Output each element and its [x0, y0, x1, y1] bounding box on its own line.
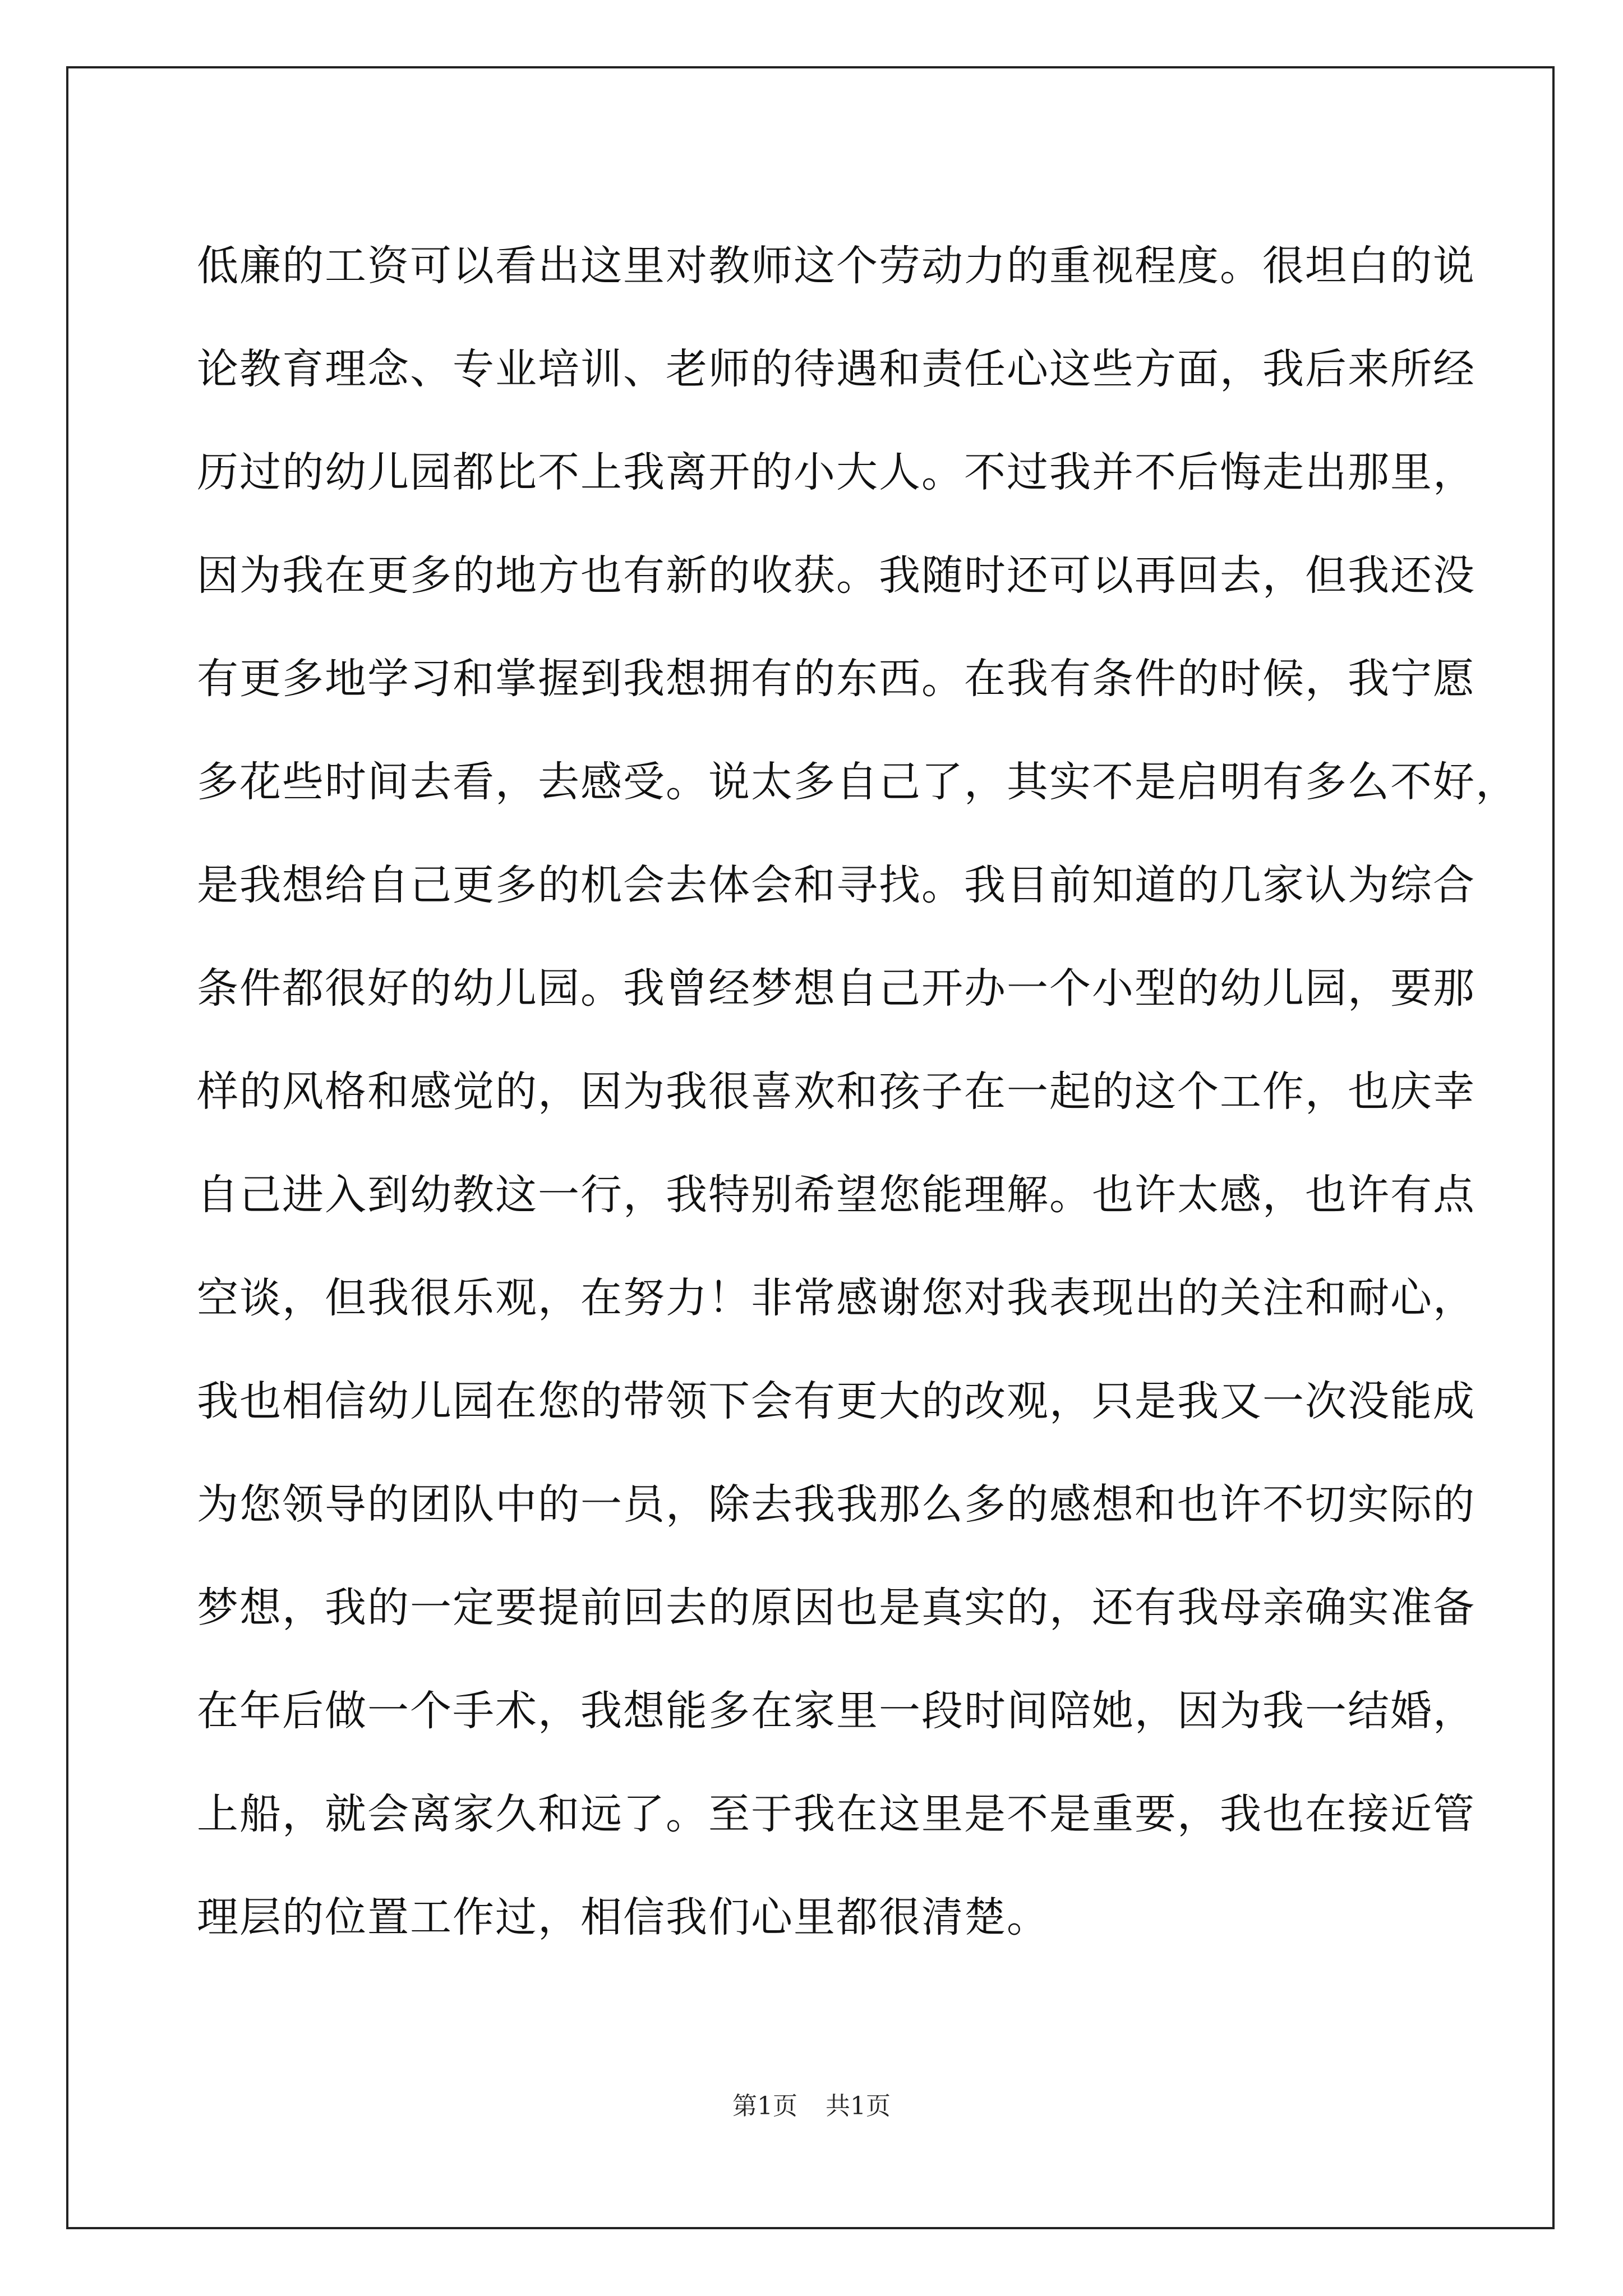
text-line: 是我想给自己更多的机会去体会和寻找。我目前知道的几家认为综合 [197, 861, 1476, 909]
text-line: 为您领导的团队中的一员，除去我我那么多的感想和也许不切实际的 [197, 1480, 1476, 1529]
text-line: 我也相信幼儿园在您的带领下会有更大的改观，只是我又一次没能成 [197, 1377, 1476, 1425]
text-line: 在年后做一个手术，我想能多在家里一段时间陪她，因为我一结婚， [197, 1687, 1476, 1735]
document-body [197, 214, 1518, 1969]
text-line: 样的风格和感觉的，因为我很喜欢和孩子在一起的这个工作，也庆幸 [197, 1068, 1476, 1116]
text-line: 多花些时间去看，去感受。说太多自己了，其实不是启明有多么不好， [197, 758, 1518, 806]
text-line: 有更多地学习和掌握到我想拥有的东西。在我有条件的时候，我宁愿 [197, 655, 1476, 703]
text-line: 条件都很好的幼儿园。我曾经梦想自己开办一个小型的幼儿园，要那 [197, 964, 1476, 1013]
text-line: 空谈，但我很乐观，在努力！非常感谢您对我表现出的关注和耐心， [197, 1274, 1476, 1322]
text-line: 梦想，我的一定要提前回去的原因也是真实的，还有我母亲确实准备 [197, 1584, 1476, 1632]
text-line: 上船，就会离家久和远了。至于我在这里是不是重要，我也在接近管 [197, 1790, 1476, 1838]
text-line: 低廉的工资可以看出这里对教师这个劳动力的重视程度。很坦白的说 [197, 242, 1476, 290]
page-number-total: 共1页 [826, 2092, 891, 2120]
text-line: 因为我在更多的地方也有新的收获。我随时还可以再回去，但我还没 [197, 551, 1476, 600]
page-number-current: 第1页 [732, 2092, 797, 2120]
text-line: 历过的幼儿园都比不上我离开的小大人。不过我并不后悔走出那里， [197, 448, 1476, 496]
page-footer [0, 2090, 1623, 2123]
text-line: 自己进入到幼教这一行，我特别希望您能理解。也许太感，也许有点 [197, 1171, 1476, 1219]
text-line: 论教育理念、专业培训、老师的待遇和责任心这些方面，我后来所经 [197, 345, 1476, 393]
text-line: 理层的位置工作过，相信我们心里都很清楚。 [197, 1893, 1049, 1941]
